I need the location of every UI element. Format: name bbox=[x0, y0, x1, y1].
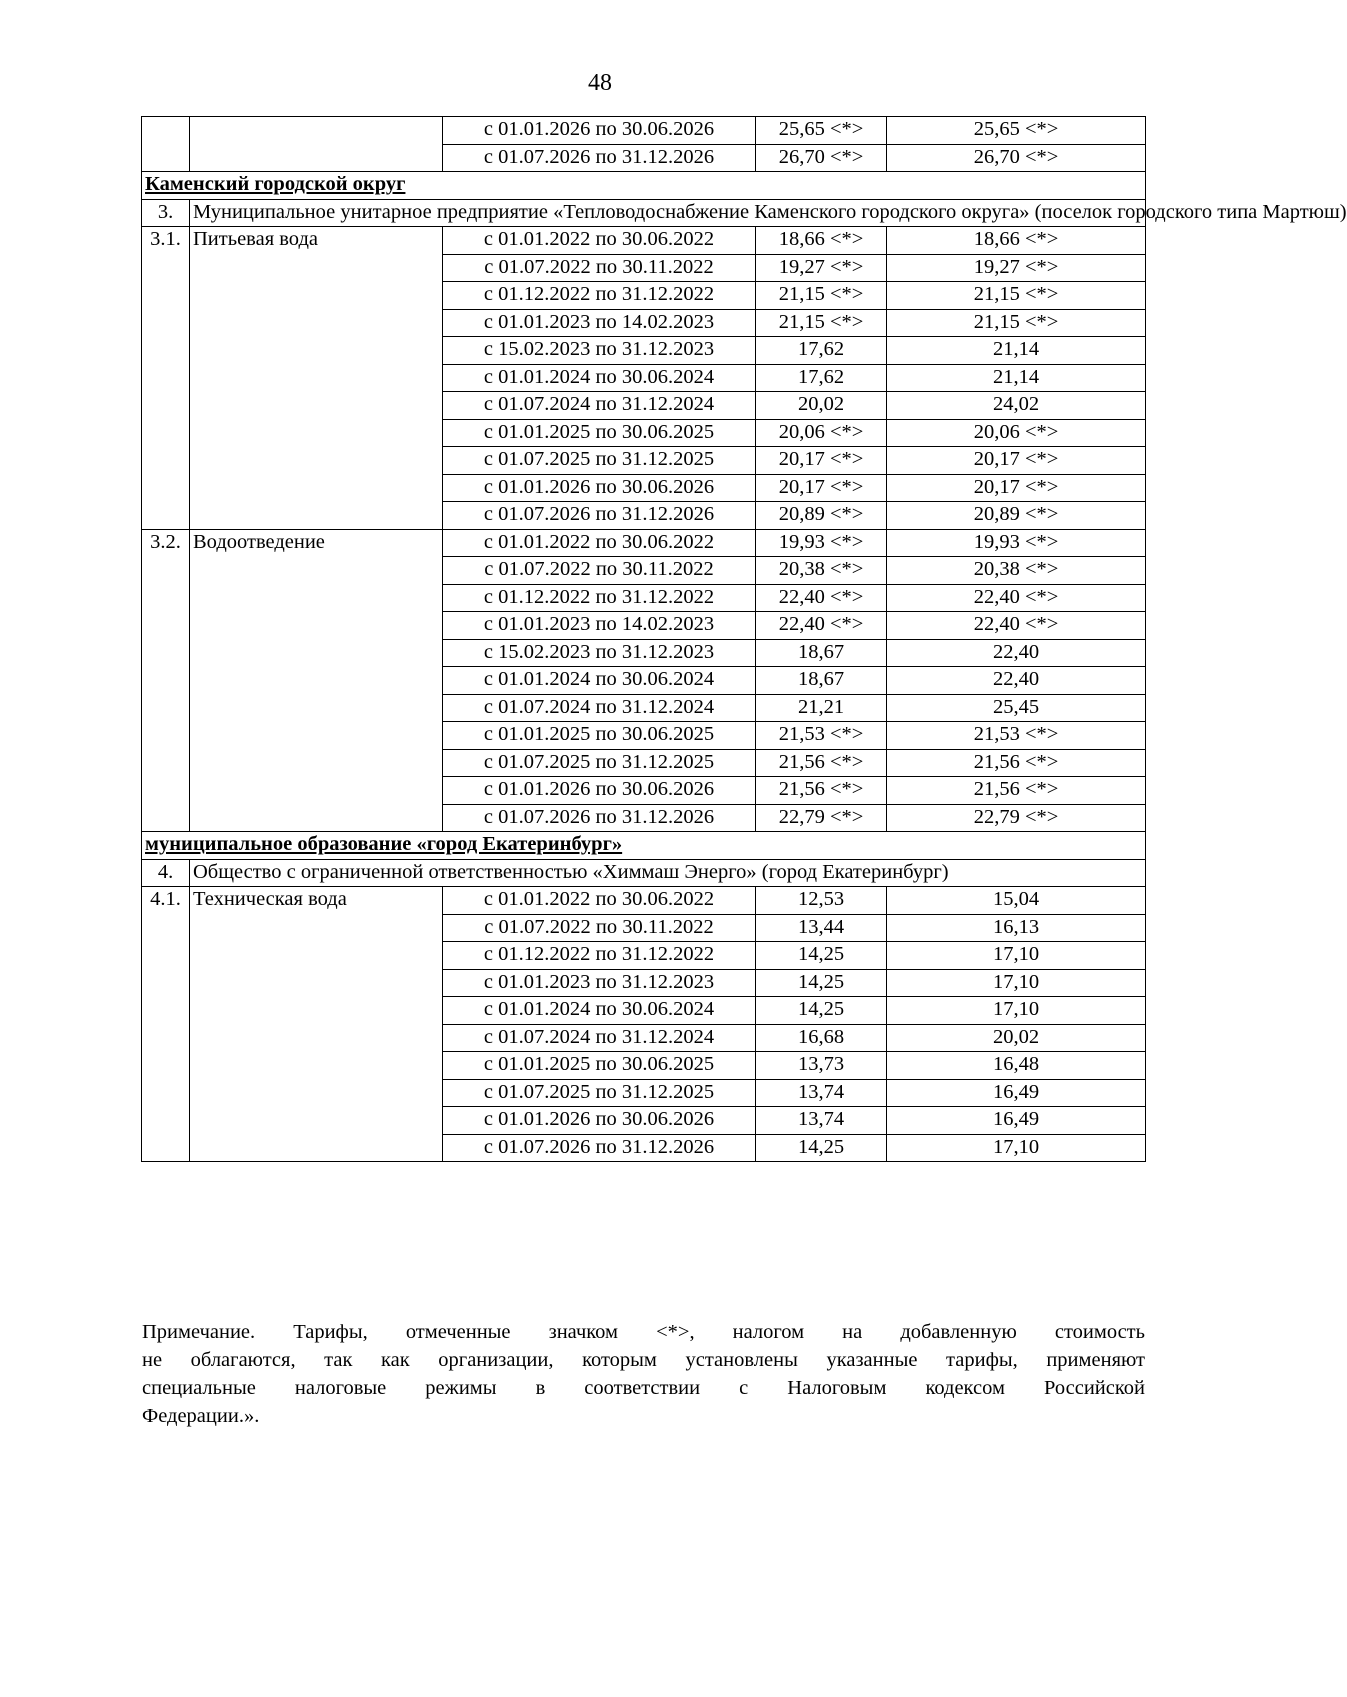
period-cell: с 01.07.2026 по 31.12.2026 bbox=[443, 144, 756, 172]
period-cell: с 01.01.2026 по 30.06.2026 bbox=[443, 474, 756, 502]
period-cell: с 01.01.2023 по 14.02.2023 bbox=[443, 612, 756, 640]
tariff-table bbox=[141, 116, 1347, 1162]
tariff-vat-value-cell: 25,45 bbox=[887, 694, 1146, 722]
tariff-vat-value-cell: 17,10 bbox=[887, 997, 1146, 1025]
tariff-value-cell: 22,79 <*> bbox=[756, 804, 887, 832]
table-row bbox=[142, 172, 1146, 200]
tariff-value-cell: 18,67 bbox=[756, 639, 887, 667]
period-cell: с 01.01.2022 по 30.06.2022 bbox=[443, 529, 756, 557]
period-cell: с 01.07.2026 по 31.12.2026 bbox=[443, 804, 756, 832]
period-cell: с 01.07.2026 по 31.12.2026 bbox=[443, 1134, 756, 1162]
row-number-cell bbox=[142, 117, 190, 172]
tariff-value-cell: 17,62 bbox=[756, 364, 887, 392]
note-line: не облагаются, так как организации, которым установлены указанные тарифы, применяют bbox=[142, 1349, 1145, 1371]
period-cell: с 01.01.2026 по 30.06.2026 bbox=[443, 117, 756, 145]
tariff-vat-value-cell: 21,15 <*> bbox=[887, 282, 1146, 310]
tariff-vat-value-cell: 16,49 bbox=[887, 1079, 1146, 1107]
tariff-vat-value-cell: 17,10 bbox=[887, 1134, 1146, 1162]
tariff-vat-value-cell: 21,56 <*> bbox=[887, 777, 1146, 805]
tariff-value-cell: 19,93 <*> bbox=[756, 529, 887, 557]
period-cell: с 01.01.2022 по 30.06.2022 bbox=[443, 227, 756, 255]
table-row bbox=[142, 199, 1146, 227]
period-cell: с 01.07.2025 по 31.12.2025 bbox=[443, 749, 756, 777]
service-name: Водоотведение bbox=[190, 529, 443, 832]
note bbox=[142, 1318, 1145, 1430]
tariff-value-cell: 19,27 <*> bbox=[756, 254, 887, 282]
tariff-vat-value-cell: 24,02 bbox=[887, 392, 1146, 420]
tariff-value-cell: 13,73 bbox=[756, 1052, 887, 1080]
period-cell: с 01.01.2024 по 30.06.2024 bbox=[443, 364, 756, 392]
tariff-value-cell: 20,89 <*> bbox=[756, 502, 887, 530]
tariff-vat-value-cell: 22,40 <*> bbox=[887, 584, 1146, 612]
period-cell: с 01.01.2025 по 30.06.2025 bbox=[443, 722, 756, 750]
tariff-value-cell: 26,70 <*> bbox=[756, 144, 887, 172]
district-header: Каменский городской округ bbox=[142, 172, 1146, 200]
service-name: Питьевая вода bbox=[190, 227, 443, 530]
tariff-vat-value-cell: 21,53 <*> bbox=[887, 722, 1146, 750]
tariff-value-cell: 13,74 bbox=[756, 1107, 887, 1135]
tariff-vat-value-cell: 19,27 <*> bbox=[887, 254, 1146, 282]
period-cell: с 01.01.2023 по 31.12.2023 bbox=[443, 969, 756, 997]
service-number: 3.2. bbox=[142, 529, 190, 832]
district-header: муниципальное образование «город Екатеринбург» bbox=[142, 832, 1146, 860]
tariff-value-cell: 13,74 bbox=[756, 1079, 887, 1107]
tariff-vat-value-cell: 16,48 bbox=[887, 1052, 1146, 1080]
table-row bbox=[142, 859, 1146, 887]
tariff-value-cell: 18,67 bbox=[756, 667, 887, 695]
period-cell: с 15.02.2023 по 31.12.2023 bbox=[443, 337, 756, 365]
tariff-vat-value-cell: 19,93 <*> bbox=[887, 529, 1146, 557]
tariff-value-cell: 17,62 bbox=[756, 337, 887, 365]
tariff-vat-value-cell: 20,17 <*> bbox=[887, 447, 1146, 475]
period-cell: с 01.07.2022 по 30.11.2022 bbox=[443, 254, 756, 282]
tariff-value-cell: 21,56 <*> bbox=[756, 749, 887, 777]
period-cell: с 01.07.2022 по 30.11.2022 bbox=[443, 914, 756, 942]
tariff-value-cell: 25,65 <*> bbox=[756, 117, 887, 145]
tariff-vat-value-cell: 22,40 <*> bbox=[887, 612, 1146, 640]
tariff-value-cell: 16,68 bbox=[756, 1024, 887, 1052]
table-row bbox=[142, 227, 1146, 255]
period-cell: с 01.07.2024 по 31.12.2024 bbox=[443, 392, 756, 420]
note-line: Примечание. Тарифы, отмеченные значком <*>, налогом на добавленную стоимость bbox=[142, 1321, 1145, 1343]
tariff-vat-value-cell: 21,14 bbox=[887, 364, 1146, 392]
tariff-value-cell: 14,25 bbox=[756, 1134, 887, 1162]
period-cell: с 01.07.2024 по 31.12.2024 bbox=[443, 694, 756, 722]
service-number: 4.1. bbox=[142, 887, 190, 1162]
period-cell: с 01.01.2026 по 30.06.2026 bbox=[443, 777, 756, 805]
tariff-value-cell: 18,66 <*> bbox=[756, 227, 887, 255]
tariff-value-cell: 14,25 bbox=[756, 942, 887, 970]
period-cell: с 01.07.2022 по 30.11.2022 bbox=[443, 557, 756, 585]
tariff-value-cell: 21,15 <*> bbox=[756, 309, 887, 337]
tariff-vat-value-cell: 20,06 <*> bbox=[887, 419, 1146, 447]
tariff-vat-value-cell: 20,38 <*> bbox=[887, 557, 1146, 585]
tariff-value-cell: 20,06 <*> bbox=[756, 419, 887, 447]
tariff-vat-value-cell: 20,17 <*> bbox=[887, 474, 1146, 502]
tariff-vat-value-cell: 22,79 <*> bbox=[887, 804, 1146, 832]
tariff-value-cell: 12,53 bbox=[756, 887, 887, 915]
service-cell bbox=[190, 117, 443, 172]
tariff-value-cell: 20,38 <*> bbox=[756, 557, 887, 585]
org-name: Муниципальное унитарное предприятие «Тепловодоснабжение Каменского городского округа» (поселок городского типа Мартюш) bbox=[190, 199, 1146, 227]
period-cell: с 01.07.2026 по 31.12.2026 bbox=[443, 502, 756, 530]
tariff-vat-value-cell: 15,04 bbox=[887, 887, 1146, 915]
tariff-vat-value-cell: 22,40 bbox=[887, 639, 1146, 667]
tariff-vat-value-cell: 16,13 bbox=[887, 914, 1146, 942]
tariff-value-cell: 20,17 <*> bbox=[756, 447, 887, 475]
tariff-value-cell: 22,40 <*> bbox=[756, 612, 887, 640]
period-cell: с 01.01.2024 по 30.06.2024 bbox=[443, 997, 756, 1025]
tariff-vat-value-cell: 20,02 bbox=[887, 1024, 1146, 1052]
service-name: Техническая вода bbox=[190, 887, 443, 1162]
tariff-vat-value-cell: 18,66 <*> bbox=[887, 227, 1146, 255]
tariff-value-cell: 20,02 bbox=[756, 392, 887, 420]
tariff-vat-value-cell: 25,65 <*> bbox=[887, 117, 1146, 145]
tariff-value-cell: 14,25 bbox=[756, 997, 887, 1025]
tariff-value-cell: 21,53 <*> bbox=[756, 722, 887, 750]
tariff-vat-value-cell: 17,10 bbox=[887, 969, 1146, 997]
period-cell: с 01.01.2023 по 14.02.2023 bbox=[443, 309, 756, 337]
tariff-value-cell: 21,56 <*> bbox=[756, 777, 887, 805]
org-number: 4. bbox=[142, 859, 190, 887]
period-cell: с 01.12.2022 по 31.12.2022 bbox=[443, 282, 756, 310]
period-cell: с 01.01.2025 по 30.06.2025 bbox=[443, 1052, 756, 1080]
table-row bbox=[142, 529, 1146, 557]
period-cell: с 15.02.2023 по 31.12.2023 bbox=[443, 639, 756, 667]
period-cell: с 01.12.2022 по 31.12.2022 bbox=[443, 942, 756, 970]
period-cell: с 01.07.2025 по 31.12.2025 bbox=[443, 447, 756, 475]
period-cell: с 01.01.2024 по 30.06.2024 bbox=[443, 667, 756, 695]
tariff-vat-value-cell: 26,70 <*> bbox=[887, 144, 1146, 172]
tariff-vat-value-cell: 21,15 <*> bbox=[887, 309, 1146, 337]
tariff-vat-value-cell: 16,49 bbox=[887, 1107, 1146, 1135]
period-cell: с 01.01.2026 по 30.06.2026 bbox=[443, 1107, 756, 1135]
org-name: Общество с ограниченной ответственностью «Химмаш Энерго» (город Екатеринбург) bbox=[190, 859, 1146, 887]
note-line: специальные налоговые режимы в соответствии с Налоговым кодексом Российской bbox=[142, 1377, 1145, 1399]
tariff-vat-value-cell: 20,89 <*> bbox=[887, 502, 1146, 530]
tariff-value-cell: 22,40 <*> bbox=[756, 584, 887, 612]
tariff-value-cell: 13,44 bbox=[756, 914, 887, 942]
tariff-value-cell: 20,17 <*> bbox=[756, 474, 887, 502]
tariff-value-cell: 14,25 bbox=[756, 969, 887, 997]
tariff-vat-value-cell: 17,10 bbox=[887, 942, 1146, 970]
note-line: Федерации.». bbox=[142, 1405, 260, 1427]
page-number: 48 bbox=[588, 70, 612, 96]
service-number: 3.1. bbox=[142, 227, 190, 530]
period-cell: с 01.01.2022 по 30.06.2022 bbox=[443, 887, 756, 915]
tariff-vat-value-cell: 21,56 <*> bbox=[887, 749, 1146, 777]
table-row bbox=[142, 117, 1146, 145]
tariff-value-cell: 21,21 bbox=[756, 694, 887, 722]
org-number: 3. bbox=[142, 199, 190, 227]
tariff-vat-value-cell: 21,14 bbox=[887, 337, 1146, 365]
tariff-vat-value-cell: 22,40 bbox=[887, 667, 1146, 695]
table-row bbox=[142, 887, 1146, 915]
tariff-value-cell: 21,15 <*> bbox=[756, 282, 887, 310]
period-cell: с 01.12.2022 по 31.12.2022 bbox=[443, 584, 756, 612]
period-cell: с 01.01.2025 по 30.06.2025 bbox=[443, 419, 756, 447]
period-cell: с 01.07.2025 по 31.12.2025 bbox=[443, 1079, 756, 1107]
table-row bbox=[142, 832, 1146, 860]
period-cell: с 01.07.2024 по 31.12.2024 bbox=[443, 1024, 756, 1052]
